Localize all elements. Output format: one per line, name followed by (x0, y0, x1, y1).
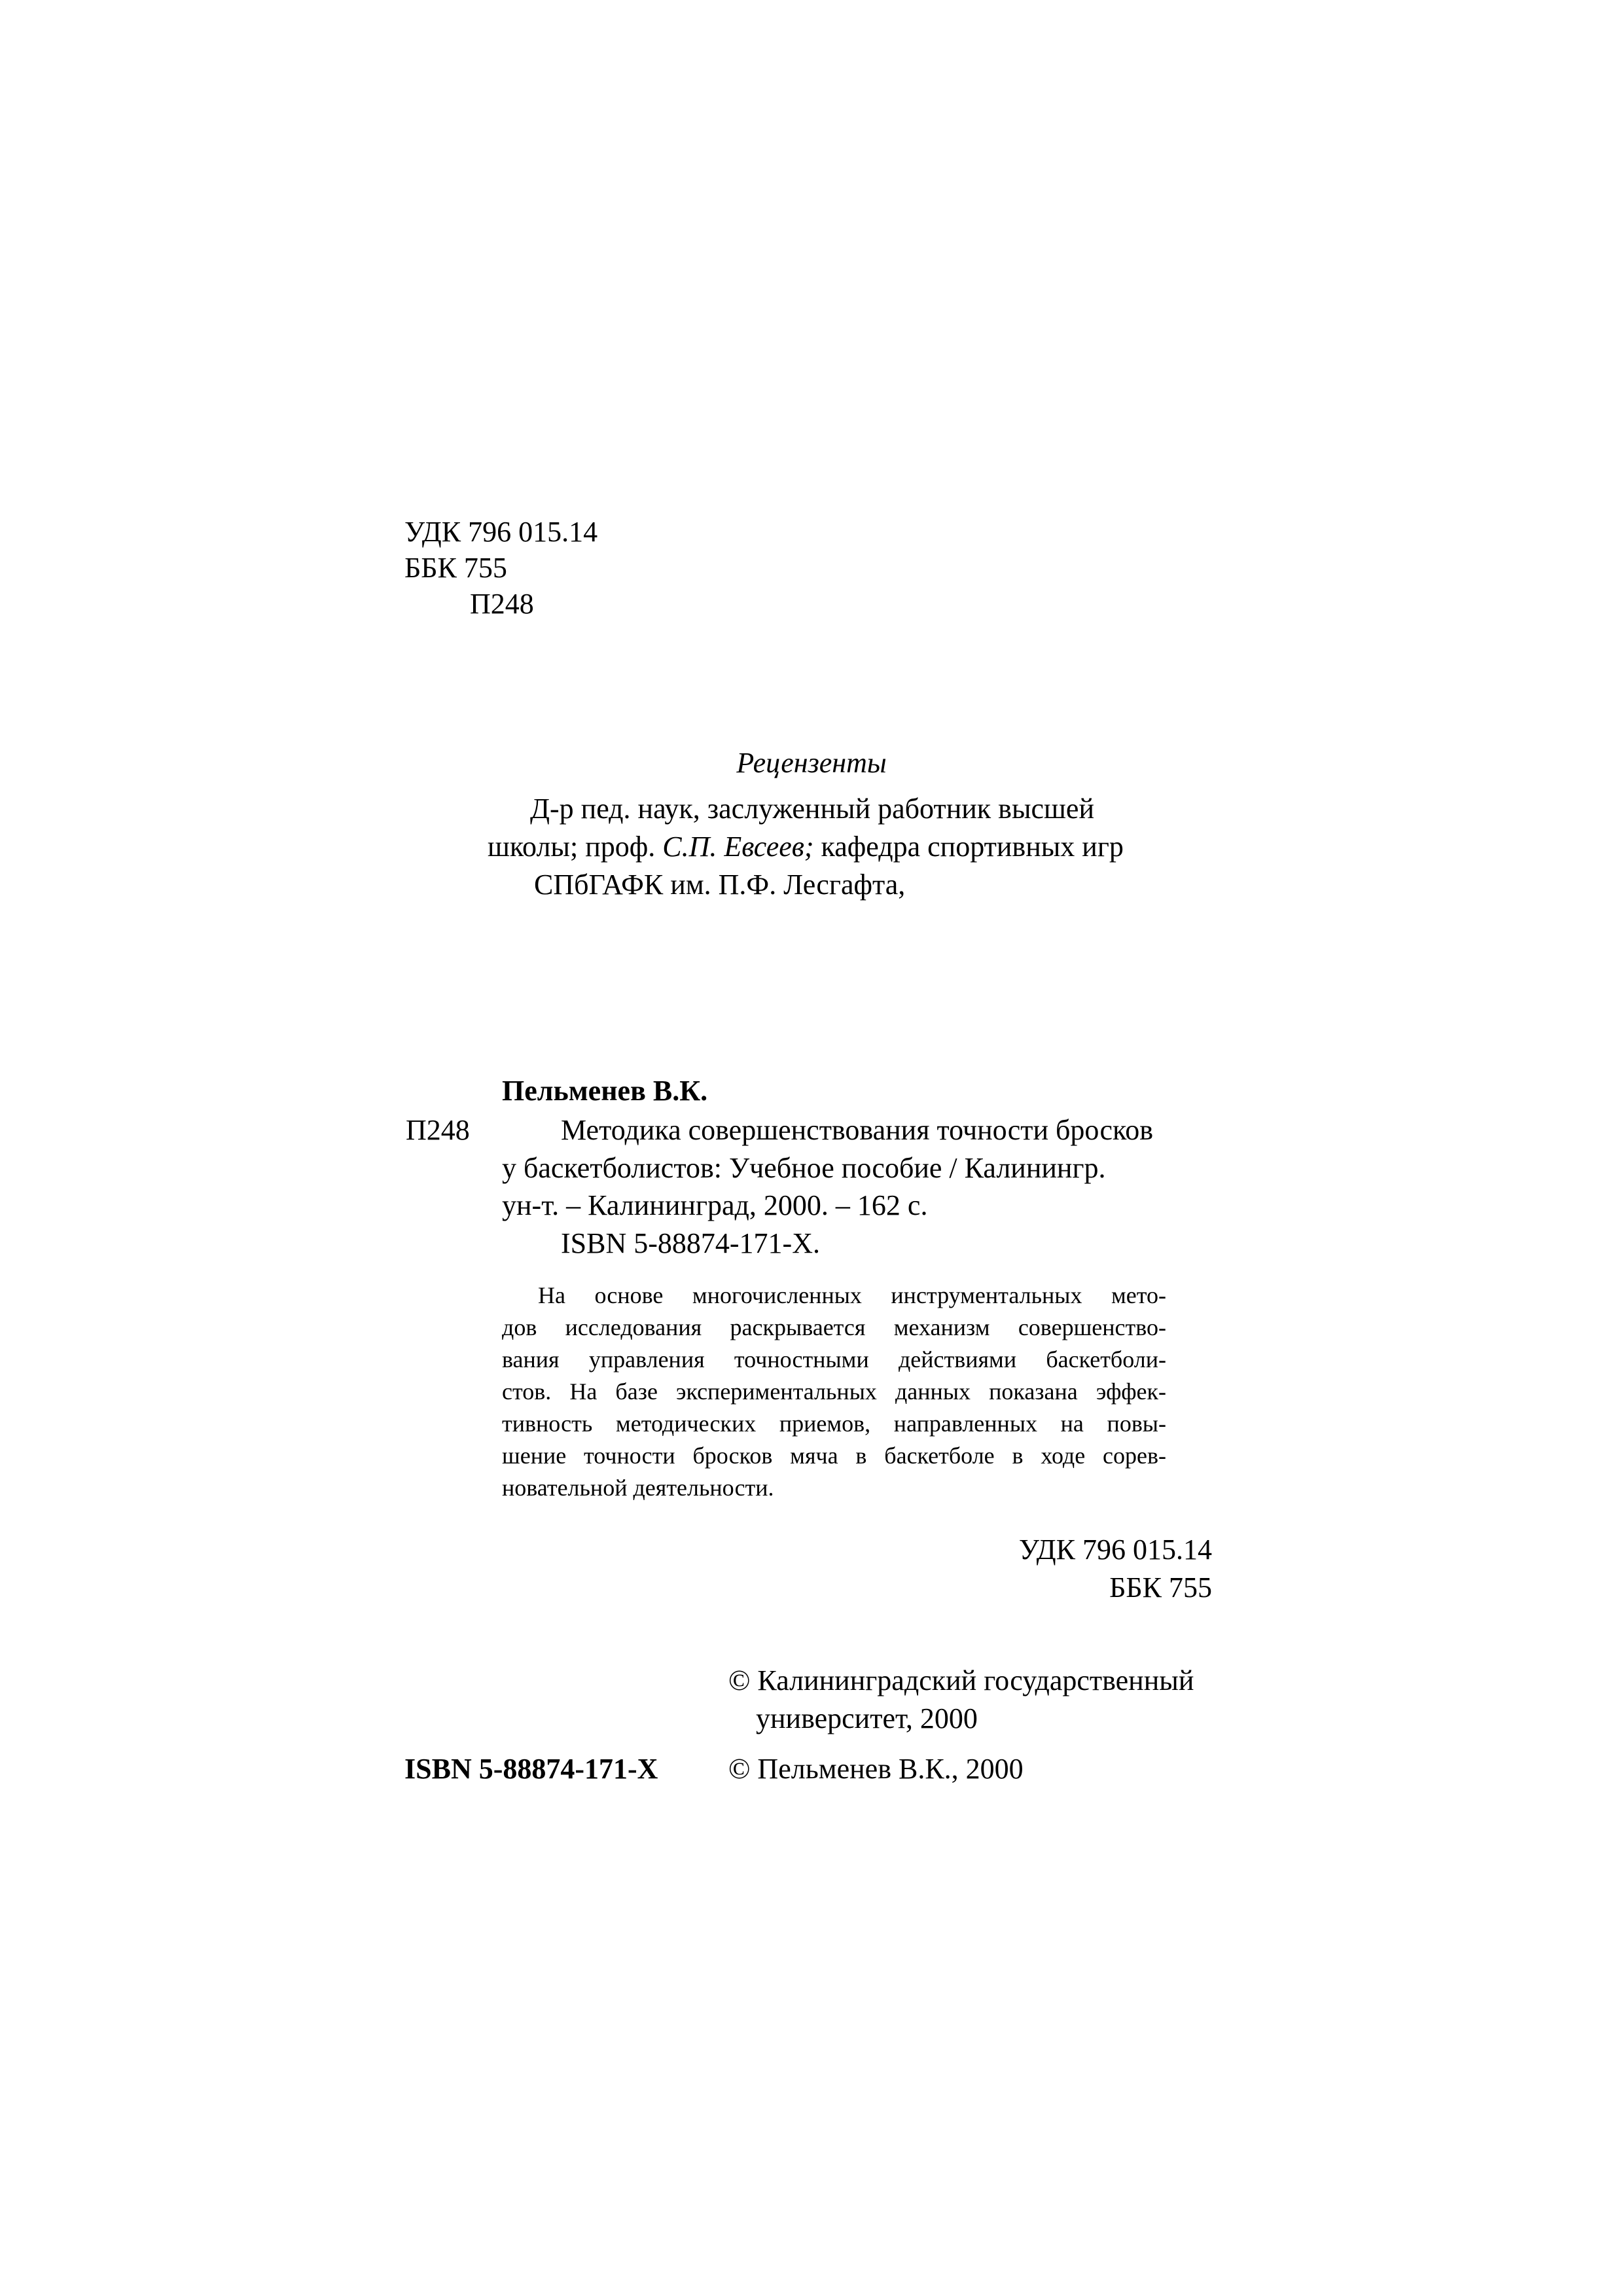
copyright-university: © Калининградский государственный (728, 1664, 1194, 1696)
reviewers-line-2 (488, 827, 1124, 867)
bib-line-3: ун-т. – Калининград, 2000. – 162 с. (502, 1189, 928, 1221)
reviewer-name: С.П. Евсеев; (662, 831, 814, 863)
top-author-code: П248 (470, 588, 534, 620)
copyright-university-cont: университет, 2000 (756, 1702, 978, 1734)
abstract-line: тивность методических приемов, направленных на повы- (502, 1410, 1166, 1437)
reviewers-line-2-post: кафедра спортивных игр (813, 831, 1124, 863)
abstract-line: стов. На базе экспериментальных данных показана эффек- (502, 1378, 1166, 1405)
abstract-line: дов исследования раскрывается механизм совершенство- (502, 1314, 1166, 1340)
bib-line-2: у баскетболистов: Учебное пособие / Калинингр. (502, 1152, 1106, 1184)
abstract-line: На основе многочисленных инструментальных мето- (538, 1282, 1166, 1308)
bottom-bbk-code: ББК 755 (1109, 1571, 1212, 1604)
top-udk-code: УДК 796 015.14 (404, 516, 598, 548)
isbn-number: ISBN 5-88874-171-Х (404, 1753, 658, 1785)
copyright-author: © Пельменев В.К., 2000 (728, 1753, 1024, 1785)
bib-line-1: Методика совершенствования точности бросков (561, 1114, 1153, 1146)
bib-line-4: ISBN 5-88874-171-Х. (561, 1227, 820, 1259)
abstract-line: новательной деятельности. (502, 1475, 774, 1501)
author-name: Пельменев В.К. (502, 1075, 708, 1107)
bib-author-code: П248 (406, 1114, 470, 1146)
abstract-line: вания управления точностными действиями баскетболи- (502, 1346, 1166, 1372)
abstract (502, 1280, 1166, 1504)
bottom-udk-code: УДК 796 015.14 (1018, 1534, 1212, 1566)
reviewers-line-2-pre: школы; проф. (488, 831, 663, 863)
abstract-line: шение точности бросков мяча в баскетболе в ходе сорев- (502, 1443, 1166, 1469)
reviewers-heading: Рецензенты (736, 747, 887, 779)
reviewers-line-1: Д-р пед. наук, заслуженный работник высшей (530, 793, 1094, 825)
reviewers-line-3: СПбГАФК им. П.Ф. Лесгафта, (534, 869, 906, 901)
top-bbk-code: ББК 755 (404, 552, 507, 584)
